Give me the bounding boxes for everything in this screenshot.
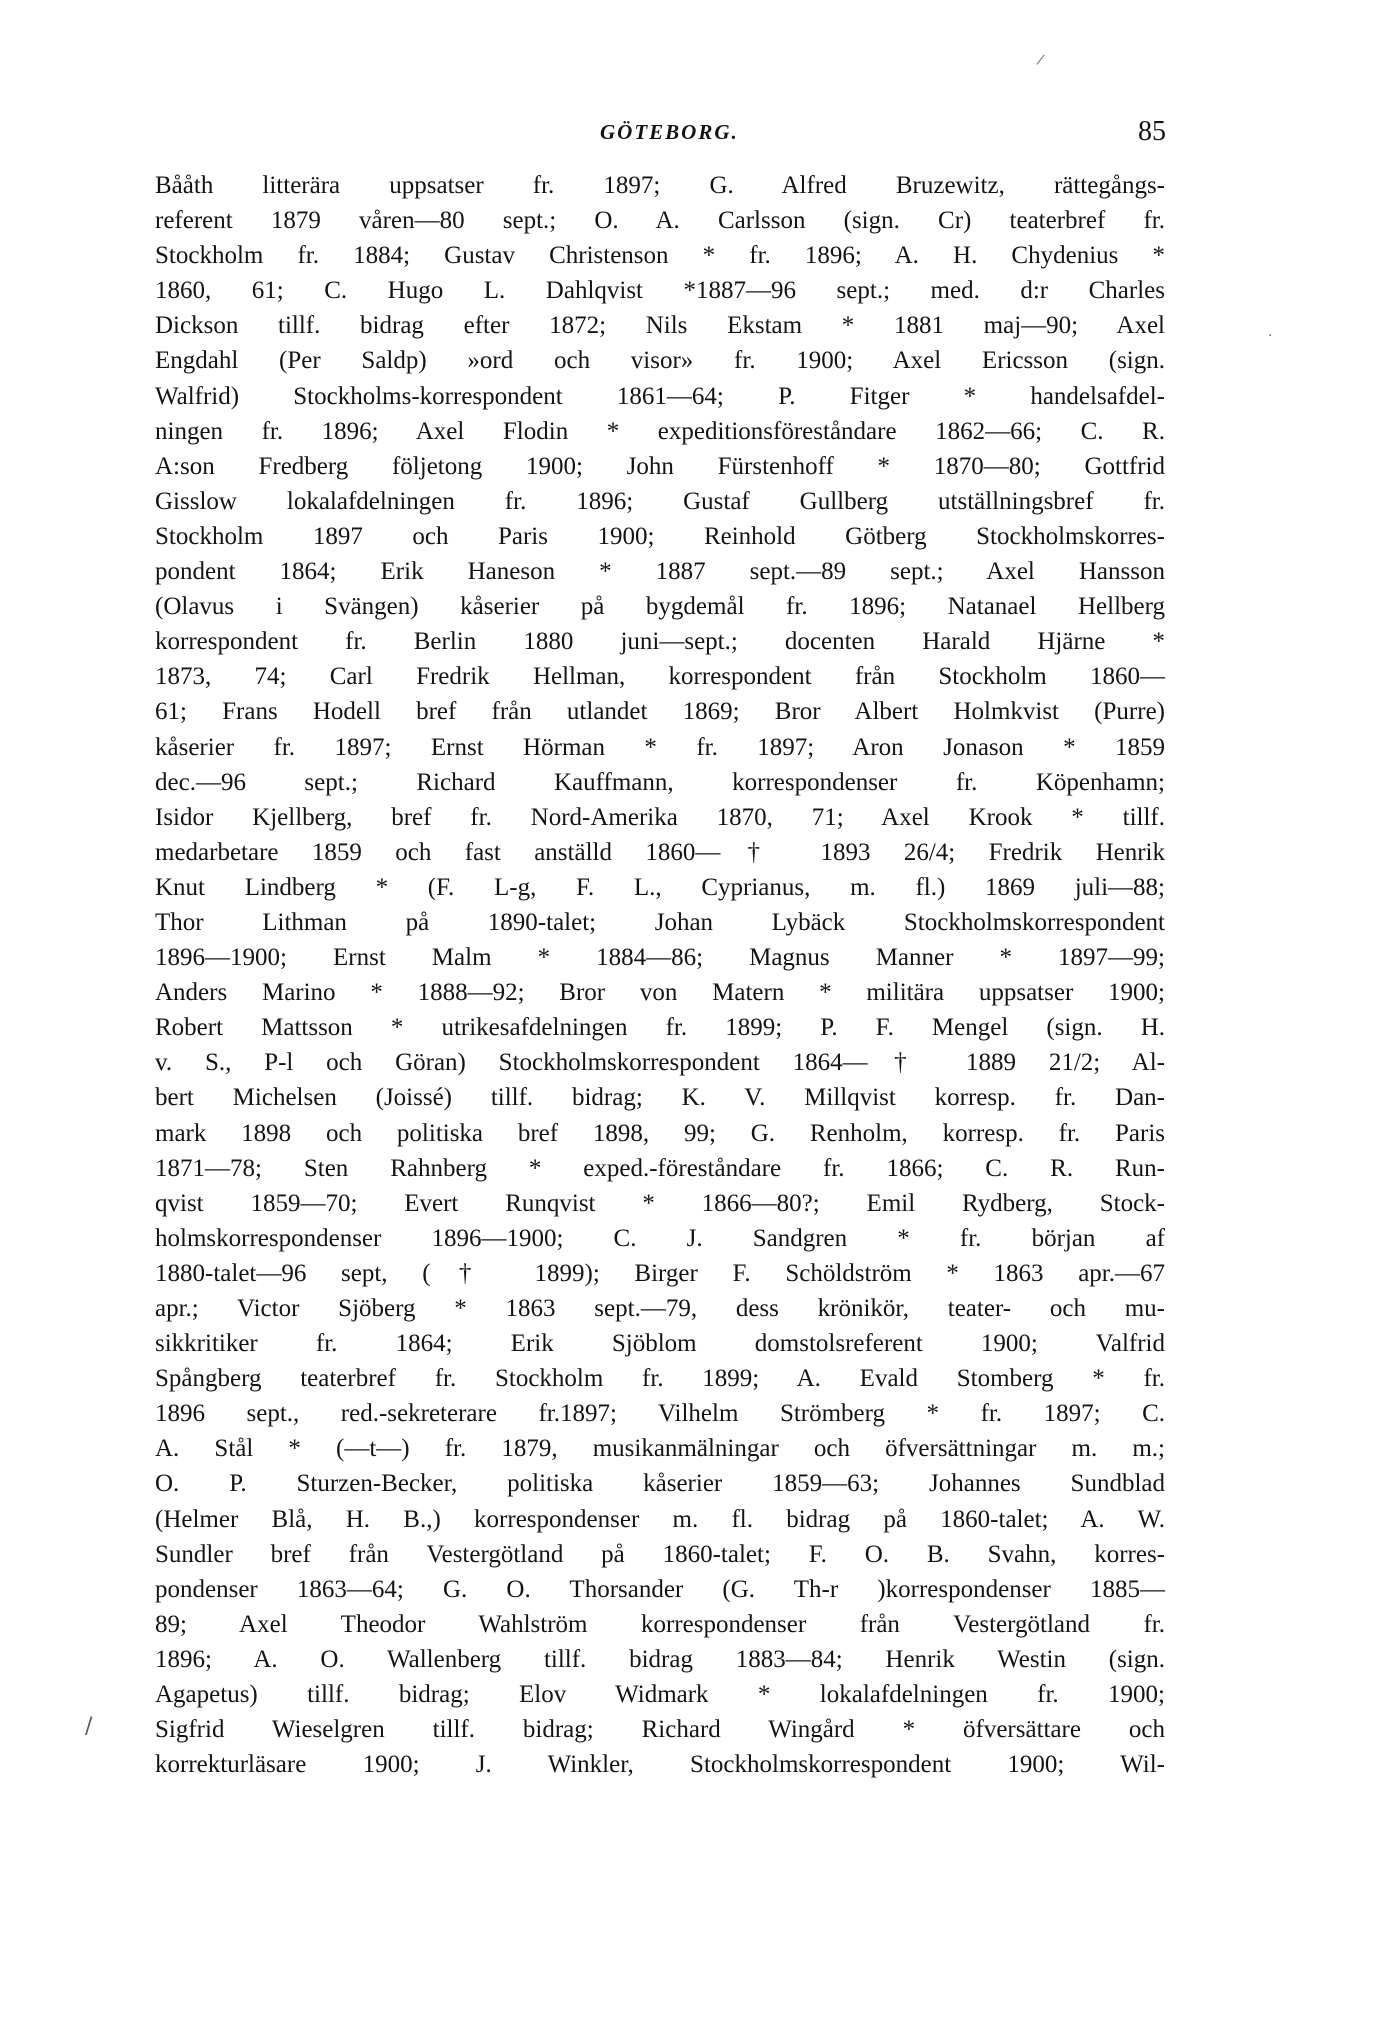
text-line: Isidor Kjellberg, bref fr. Nord-Amerika 1870, 71; Axel Krook * tillf. (155, 803, 1165, 831)
text-line: Spångberg teaterbref fr. Stockholm fr. 1899; A. Evald Stomberg * fr. (155, 1365, 1165, 1393)
text-line: ningen fr. 1896; Axel Flodin * expeditionsföreståndare 1862—66; C. R. (155, 417, 1165, 445)
text-line: (Olavus i Svängen) kåserier på bygdemål fr. 1896; Natanael Hellberg (155, 593, 1165, 621)
text-line: Sundler bref från Vestergötland på 1860-talet; F. O. B. Svahn, korres- (155, 1540, 1165, 1568)
text-line: Agapetus) tillf. bidrag; Elov Widmark * lokalafdelningen fr. 1900; (155, 1681, 1165, 1709)
text-line: Sigfrid Wieselgren tillf. bidrag; Richard Wingård * öfversättare och (155, 1716, 1165, 1744)
text-line: A. Stål * (—t—) fr. 1879, musikanmälningar och öfversättningar m. m.; (155, 1435, 1165, 1463)
text-line: A:son Fredberg följetong 1900; John Fürstenhoff * 1870—80; Gottfrid (155, 452, 1165, 480)
text-line: Thor Lithman på 1890-talet; Johan Lybäck Stockholmskorrespondent (155, 908, 1165, 936)
text-line: Dickson tillf. bidrag efter 1872; Nils Ekstam * 1881 maj—90; Axel (155, 312, 1165, 340)
text-line: 1873, 74; Carl Fredrik Hellman, korrespondent från Stockholm 1860— (155, 663, 1165, 691)
text-line: qvist 1859—70; Evert Runqvist * 1866—80?; Emil Rydberg, Stock- (155, 1189, 1165, 1217)
text-line: bert Michelsen (Joissé) tillf. bidrag; K. V. Millqvist korresp. fr. Dan- (155, 1084, 1165, 1112)
text-line: holmskorrespondenser 1896—1900; C. J. Sandgren * fr. början af (155, 1224, 1165, 1252)
text-line: O. P. Sturzen-Becker, politiska kåserier 1859—63; Johannes Sundblad (155, 1470, 1165, 1498)
text-line: Stockholm fr. 1884; Gustav Christenson * fr. 1896; A. H. Chydenius * (155, 242, 1165, 270)
body-text (155, 168, 1165, 1782)
text-line: mark 1898 och politiska bref 1898, 99; G. Renholm, korresp. fr. Paris (155, 1119, 1165, 1147)
text-line: 89; Axel Theodor Wahlström korrespondenser från Vestergötland fr. (155, 1610, 1165, 1638)
text-line: 1860, 61; C. Hugo L. Dahlqvist *1887—96 sept.; med. d:r Charles (155, 277, 1165, 305)
text-line: sikkritiker fr. 1864; Erik Sjöblom domstolsreferent 1900; Valfrid (155, 1330, 1165, 1358)
text-line: korrespondent fr. Berlin 1880 juni—sept.; docenten Harald Hjärne * (155, 628, 1165, 656)
text-line: Anders Marino * 1888—92; Bror von Matern * militära uppsatser 1900; (155, 979, 1165, 1007)
stray-mark-top: / (1035, 51, 1046, 69)
text-line: 1896; A. O. Wallenberg tillf. bidrag 1883—84; Henrik Westin (sign. (155, 1645, 1165, 1673)
text-line: referent 1879 våren—80 sept.; O. A. Carlsson (sign. Cr) teaterbref fr. (155, 207, 1165, 235)
text-line: 1880-talet—96 sept, († 1899); Birger F. Schöldström * 1863 apr.—67 (155, 1259, 1165, 1287)
stray-mark-left: / (85, 1714, 93, 1739)
text-line: Stockholm 1897 och Paris 1900; Reinhold Götberg Stockholmskorres- (155, 522, 1165, 550)
text-line: apr.; Victor Sjöberg * 1863 sept.—79, dess krönikör, teater- och mu- (155, 1295, 1165, 1322)
running-head (0, 116, 1400, 156)
stray-dot: . (1268, 324, 1273, 340)
text-line: 1896 sept., red.-sekreterare fr.1897; Vilhelm Strömberg * fr. 1897; C. (155, 1400, 1165, 1428)
text-line: dec.—96 sept.; Richard Kauffmann, korrespondenser fr. Köpenhamn; (155, 768, 1165, 796)
text-line: pondenser 1863—64; G. O. Thorsander (G. Th-r )korrespondenser 1885— (155, 1575, 1165, 1603)
text-line: 1896—1900; Ernst Malm * 1884—86; Magnus Manner * 1897—99; (155, 944, 1165, 972)
text-line: kåserier fr. 1897; Ernst Hörman * fr. 1897; Aron Jonason * 1859 (155, 733, 1165, 761)
text-line: 61; Frans Hodell bref från utlandet 1869; Bror Albert Holmkvist (Purre) (155, 698, 1165, 726)
text-line: Knut Lindberg * (F. L-g, F. L., Cyprianus, m. fl.) 1869 juli—88; (155, 873, 1165, 901)
text-line: korrekturläsare 1900; J. Winkler, Stockholmskorrespondent 1900; Wil- (155, 1751, 1165, 1779)
text-line: 1871—78; Sten Rahnberg * exped.-föreståndare fr. 1866; C. R. Run- (155, 1154, 1165, 1182)
text-line: v. S., P-l och Göran) Stockholmskorrespondent 1864—† 1889 21/2; Al- (155, 1049, 1165, 1077)
text-line: Robert Mattsson * utrikesafdelningen fr. 1899; P. F. Mengel (sign. H. (155, 1014, 1165, 1042)
text-line: (Helmer Blå, H. B.,) korrespondenser m. fl. bidrag på 1860-talet; A. W. (155, 1505, 1165, 1533)
text-line: Walfrid) Stockholms-korrespondent 1861—64; P. Fitger * handelsafdel- (155, 382, 1165, 410)
text-line: Gisslow lokalafdelningen fr. 1896; Gustaf Gullberg utställningsbref fr. (155, 487, 1165, 515)
text-line: Bååth litterära uppsatser fr. 1897; G. Alfred Bruzewitz, rättegångs- (155, 172, 1165, 199)
text-line: Engdahl (Per Saldp) »ord och visor» fr. 1900; Axel Ericsson (sign. (155, 347, 1165, 375)
page-number: 85 (1138, 116, 1166, 147)
text-line: medarbetare 1859 och fast anställd 1860—† 1893 26/4; Fredrik Henrik (155, 838, 1165, 866)
running-title: GÖTEBORG. (600, 120, 739, 144)
text-line: pondent 1864; Erik Haneson * 1887 sept.—89 sept.; Axel Hansson (155, 558, 1165, 586)
